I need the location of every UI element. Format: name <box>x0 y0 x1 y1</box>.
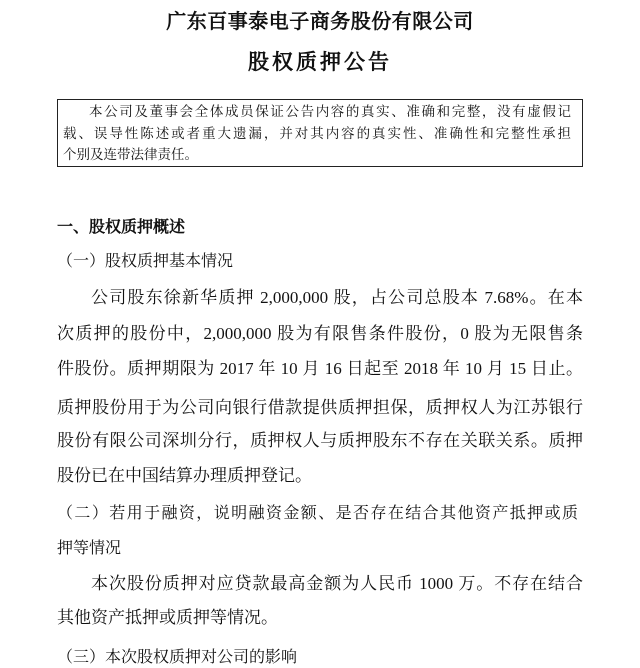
paragraph-line: 股份已在中国结算办理质押登记。 <box>57 466 312 485</box>
subsection-heading-financing-cont: 押等情况 <box>57 540 122 557</box>
announcement-title: 股权质押公告 <box>248 50 392 74</box>
disclaimer-line: 个别及连带法律责任。 <box>63 147 198 162</box>
paragraph-line: 其他资产抵押或质押等情况。 <box>57 608 278 627</box>
paragraph-line: 公司股东徐新华质押 2,000,000 股，占公司总股本 7.68%。在本 <box>91 288 583 307</box>
subsection-heading-financing: （二）若用于融资，说明融资金额、是否存在结合其他资产抵押或质 <box>57 505 578 522</box>
disclaimer-line: 本公司及董事会全体成员保证公告内容的真实、准确和完整，没有虚假记 <box>89 104 571 119</box>
paragraph-line: 次质押的股份中，2,000,000 股为有限售条件股份，0 股为无限售条 <box>57 324 583 343</box>
company-title: 广东百事泰电子商务股份有限公司 <box>166 11 474 33</box>
subsection-heading-impact: （三）本次股权质押对公司的影响 <box>57 649 298 666</box>
paragraph-line: 件股份。质押期限为 2017 年 10 月 16 日起至 2018 年 10 月 15 日止。 <box>57 359 583 378</box>
section-heading-overview: 一、股权质押概述 <box>57 219 186 236</box>
disclaimer-line: 载、误导性陈述或者重大遗漏，并对其内容的真实性、准确性和完整性承担 <box>63 125 571 141</box>
paragraph-line: 本次股份质押对应贷款最高金额为人民币 1000 万。不存在结合 <box>91 574 583 593</box>
subsection-heading-basic-info: （一）股权质押基本情况 <box>57 253 234 270</box>
paragraph-line: 质押股份用于为公司向银行借款提供质押担保，质押权人为江苏银行 <box>57 398 583 417</box>
disclaimer-box <box>57 99 583 167</box>
paragraph-line: 股份有限公司深圳分行，质押权人与质押股东不存在关联关系。质押 <box>57 431 583 450</box>
